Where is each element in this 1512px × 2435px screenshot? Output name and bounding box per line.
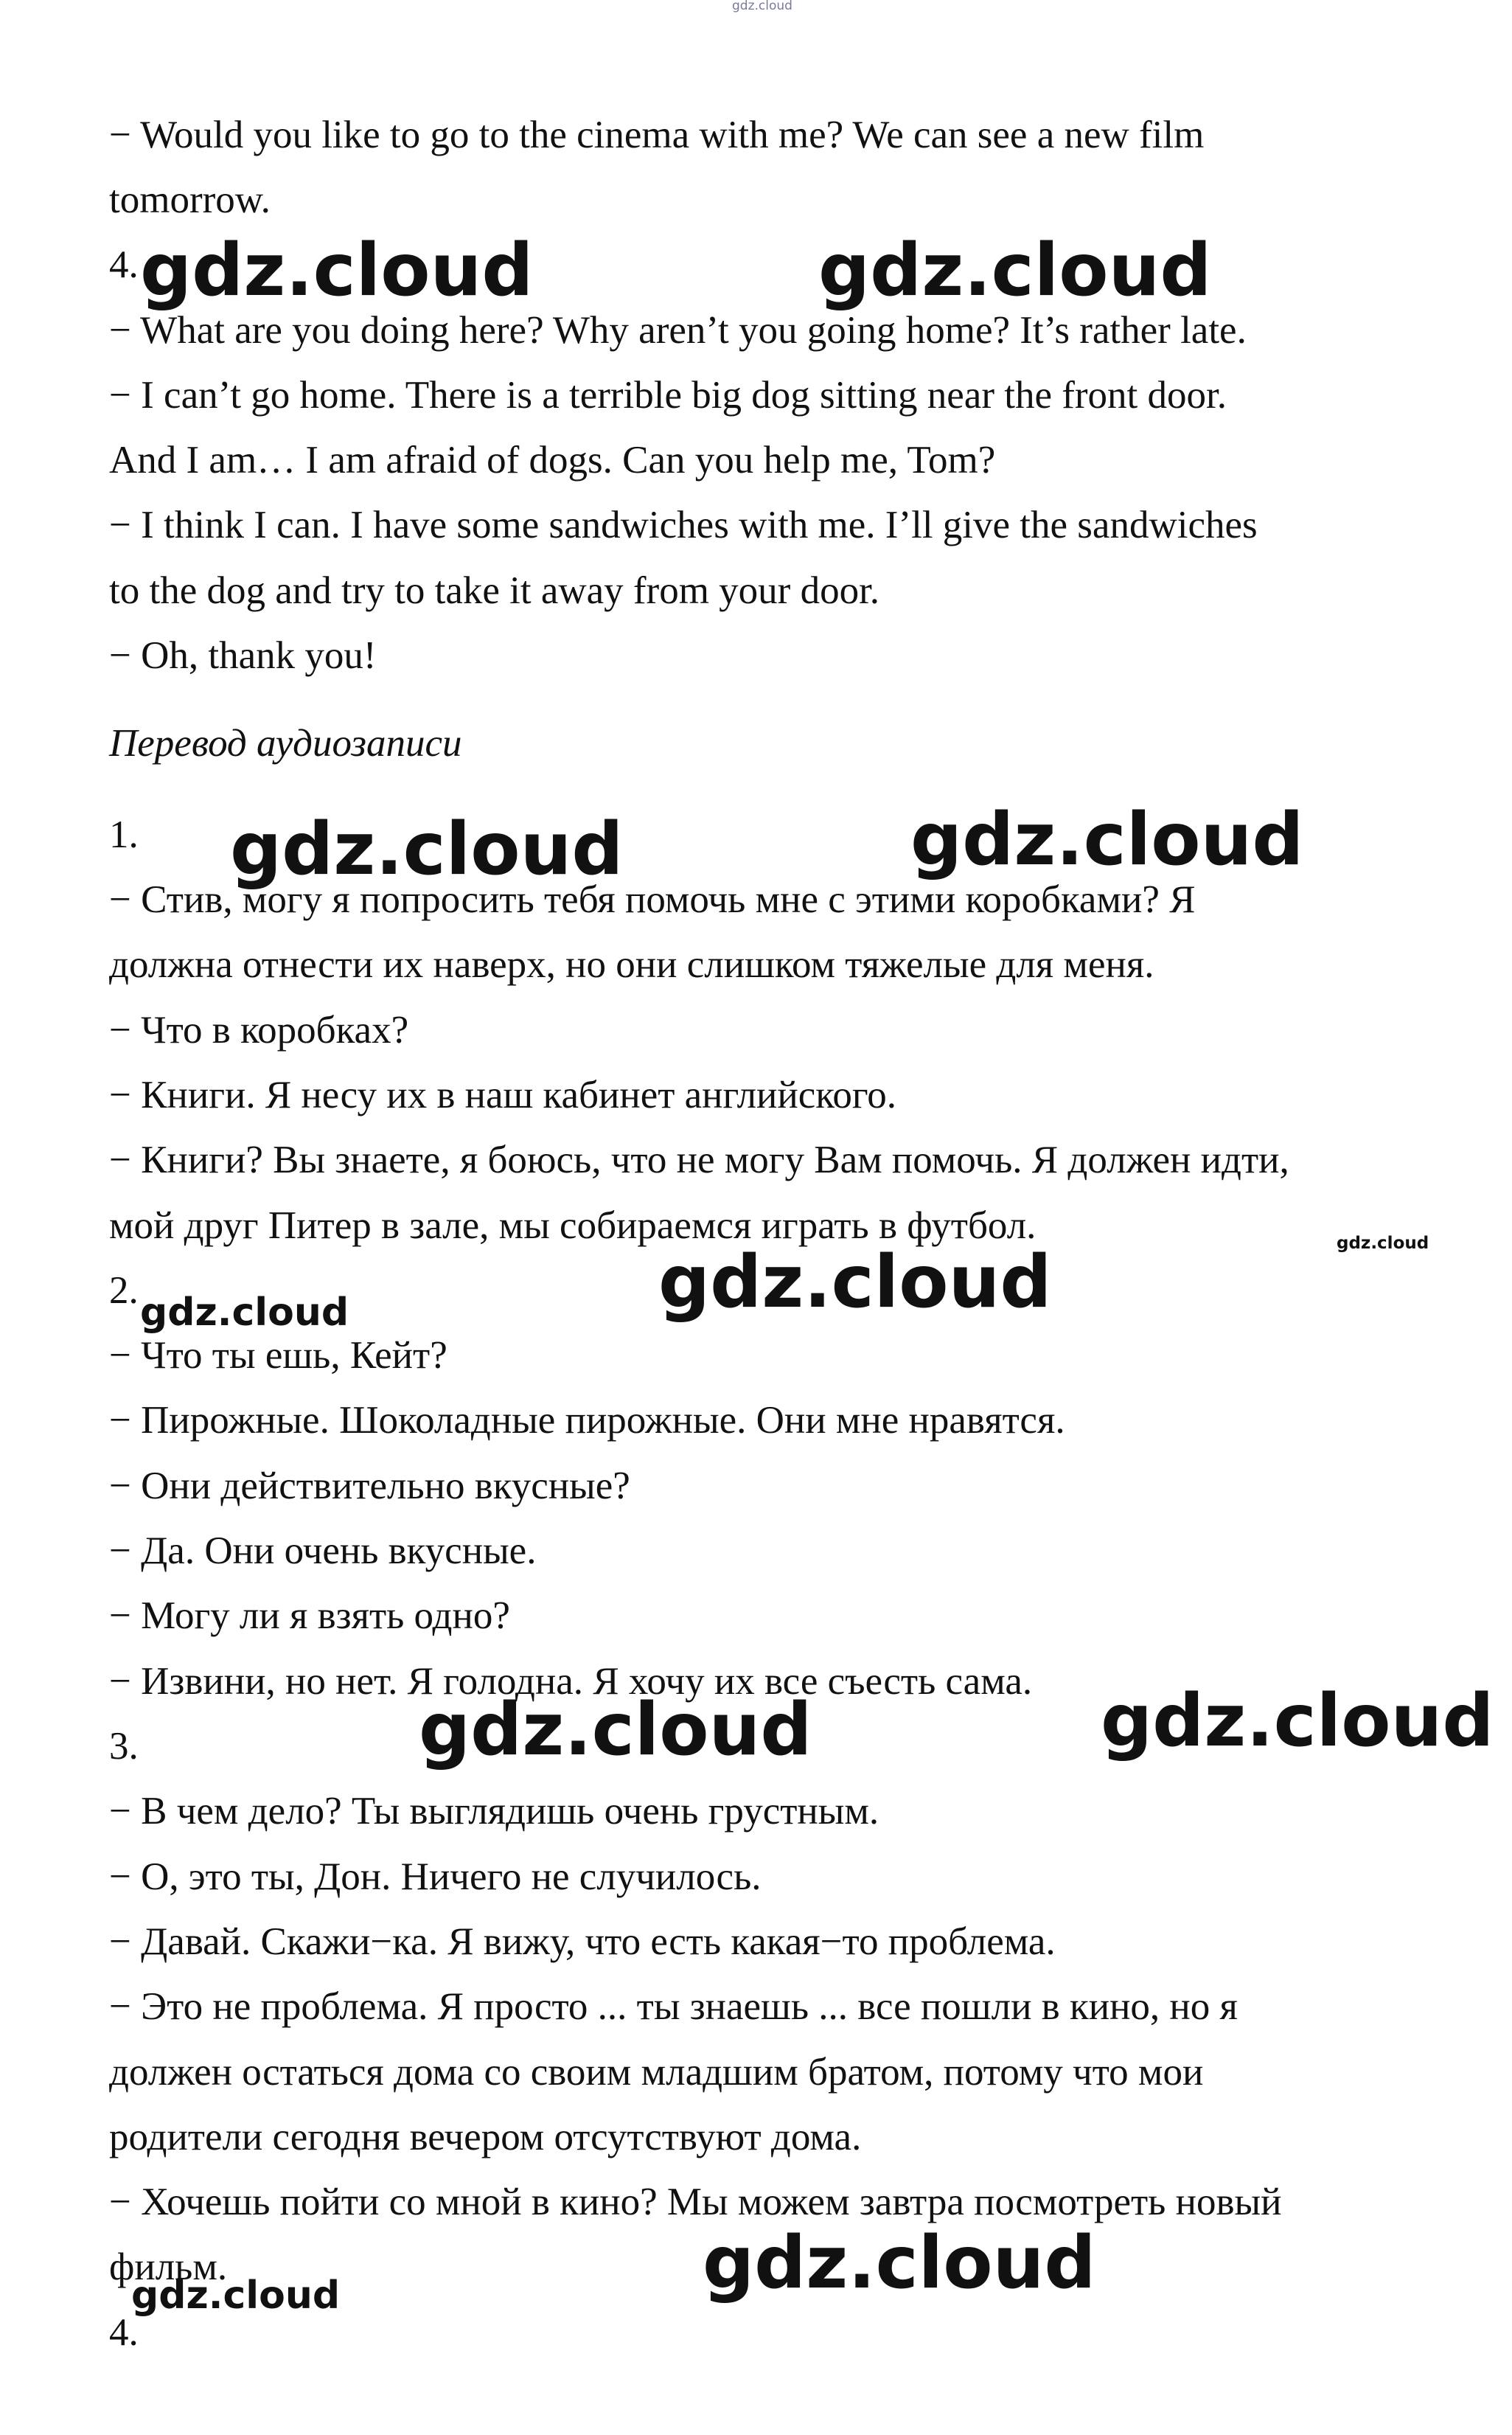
translation-line: родители сегодня вечером отсутствуют дома. — [109, 2116, 862, 2158]
translation-line: − О, это ты, Дон. Ничего не случилось. — [109, 1855, 762, 1898]
translation-line: − Да. Они очень вкусные. — [109, 1529, 537, 1572]
english-line-8: to the dog and try to take it away from your door. — [109, 569, 880, 612]
translation-line: − Что в коробках? — [109, 1009, 409, 1052]
translation-line: − Стив, могу я попросить тебя помочь мне с этими коробками? Я — [109, 878, 1196, 921]
english-line-4: − What are you doing here? Why aren’t you going home? It’s rather late. — [109, 309, 1247, 352]
translation-line: должен остаться дома со своим младшим братом, потому что мои — [109, 2051, 1204, 2094]
watermark: gdz.cloud — [419, 1688, 812, 1772]
translation-line: мой друг Питер в зале, мы собираемся играть в футбол. — [109, 1204, 1037, 1247]
watermark: gdz.cloud — [140, 1291, 349, 1335]
translation-line: − Пирожные. Шоколадные пирожные. Они мне нравятся. — [109, 1399, 1065, 1442]
english-number-4: 4. — [109, 243, 139, 286]
translation-line: − В чем дело? Ты выглядишь очень грустным. — [109, 1790, 879, 1833]
english-line-1: − Would you like to go to the cinema with me? We can see a new film — [109, 114, 1205, 156]
translation-line: − Извини, но нет. Я голодна. Я хочу их все съесть сама. — [109, 1660, 1033, 1703]
translation-line: − Книги. Я несу их в наш кабинет английского. — [109, 1074, 896, 1116]
translation-heading: Перевод аудиозаписи — [109, 722, 462, 765]
english-line-2: tomorrow. — [109, 178, 271, 221]
translation-number-1: 1. — [109, 813, 139, 856]
translation-line: фильм. — [109, 2245, 228, 2288]
english-line-6: And I am… I am afraid of dogs. Can you help me, Tom? — [109, 439, 996, 482]
watermark: gdz.cloud — [131, 2274, 341, 2318]
translation-number-3: 3. — [109, 1725, 139, 1768]
watermark: gdz.cloud — [1101, 1679, 1494, 1763]
watermark: gdz.cloud — [703, 2221, 1096, 2305]
translation-line: − Книги? Вы знаете, я боюсь, что не могу Вам помочь. Я должен идти, — [109, 1139, 1289, 1181]
translation-number-4: 4. — [109, 2311, 139, 2354]
watermark: gdz.cloud — [910, 798, 1304, 882]
english-line-7: − I think I can. I have some sandwiches with me. I’ll give the sandwiches — [109, 504, 1258, 546]
english-line-5: − I can’t go home. There is a terrible big dog sitting near the front door. — [109, 374, 1227, 417]
watermark: gdz.cloud — [1337, 1234, 1429, 1253]
top-watermark: gdz.cloud — [732, 0, 792, 13]
translation-number-2: 2. — [109, 1269, 139, 1312]
translation-line: − Хочешь пойти со мной в кино? Мы можем завтра посмотреть новый — [109, 2181, 1282, 2223]
translation-line: должна отнести их наверх, но они слишком тяжелые для меня. — [109, 943, 1154, 986]
english-line-9: − Oh, thank you! — [109, 634, 377, 677]
translation-line: − Давай. Скажи−ка. Я вижу, что есть какая−то проблема. — [109, 1920, 1056, 1963]
watermark: gdz.cloud — [230, 807, 624, 892]
watermark: gdz.cloud — [818, 229, 1212, 313]
watermark: gdz.cloud — [140, 229, 534, 313]
translation-line: − Они действительно вкусные? — [109, 1465, 630, 1507]
translation-line: − Что ты ешь, Кейт? — [109, 1334, 447, 1377]
translation-line: − Это не проблема. Я просто ... ты знаешь ... все пошли в кино, но я — [109, 1985, 1238, 2028]
watermark: gdz.cloud — [658, 1240, 1052, 1324]
translation-line: − Могу ли я взять одно? — [109, 1594, 510, 1637]
